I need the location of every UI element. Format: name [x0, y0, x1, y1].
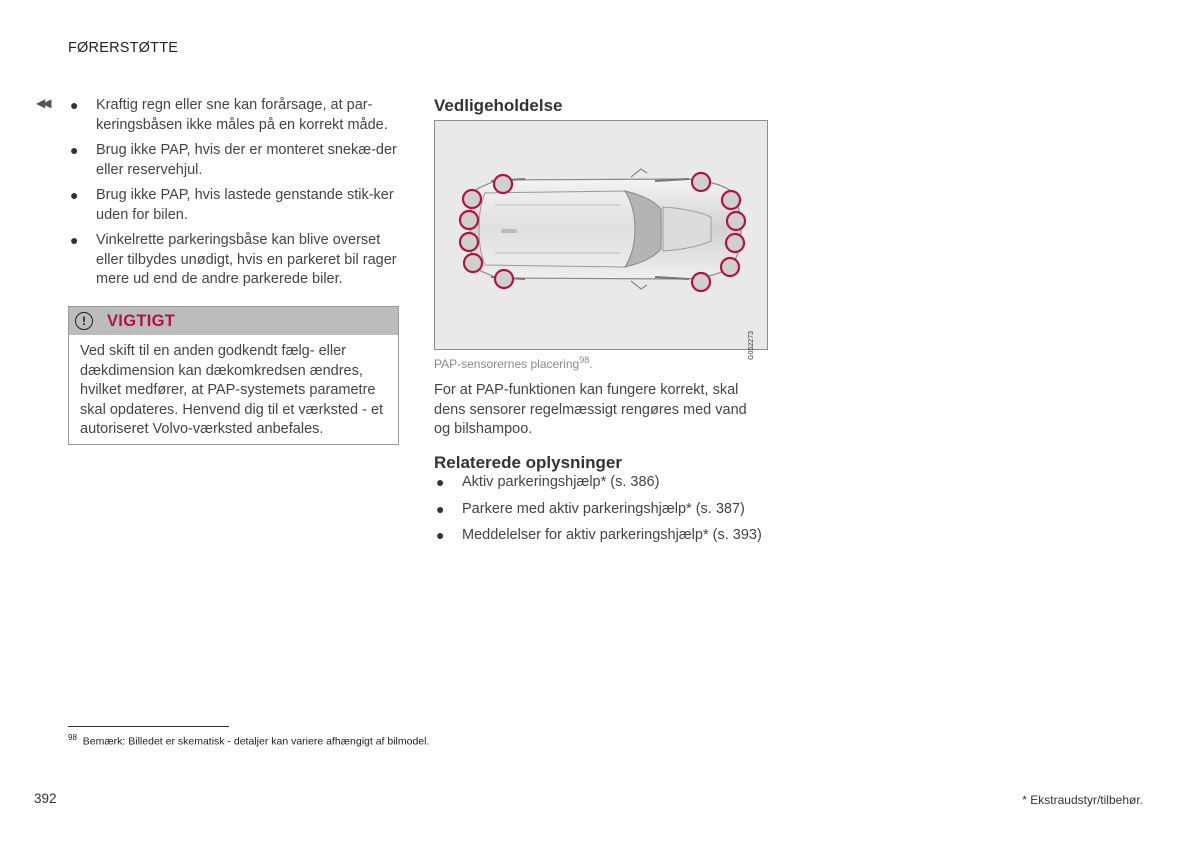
warning-text: Ved skift til en anden godkendt fælg- eller dækdimension kan dækomkredsen ændres, hvilket medfører, at PAP-systemets parametre skal opdateres. Henvend dig til et værksted - et autoriseret Volvo-værksted anbefales.: [80, 343, 384, 437]
list-item: [68, 231, 398, 290]
bullet-icon: ●: [70, 142, 79, 158]
list-item: [68, 186, 398, 225]
maintenance-heading: Vedligeholdelse: [434, 96, 563, 115]
warning-header: [69, 307, 398, 335]
related-list: [434, 473, 764, 553]
sensor-marker: [495, 270, 513, 288]
warning-icon: !: [75, 312, 93, 330]
related-link-text[interactable]: Aktiv parkeringshjælp* (s. 386): [462, 474, 660, 490]
bullet-icon: ●: [70, 187, 79, 203]
section-title: FØRERSTØTTE: [68, 40, 179, 56]
related-link[interactable]: [434, 473, 764, 493]
related-link-text[interactable]: Meddelelser for aktiv parkeringshjælp* (s. 393): [462, 527, 762, 543]
sensor-marker: [727, 212, 745, 230]
left-bullet-list: [68, 96, 398, 296]
list-item: [68, 96, 398, 135]
caption-text: PAP-sensorernes placering: [434, 357, 580, 371]
list-item: [68, 141, 398, 180]
bullet-icon: ●: [436, 500, 445, 517]
sensor-marker: [726, 234, 744, 252]
related-heading: Relaterede oplysninger: [434, 453, 623, 472]
sensor-marker: [722, 191, 740, 209]
warning-box: [68, 306, 399, 445]
footnote-text: Bemærk: Billedet er skematisk - detaljer kan variere afhængigt af bilmodel.: [82, 735, 430, 748]
maintenance-paragraph: For at PAP-funktionen kan fungere korrekt, skal dens sensorer regelmæssigt rengøres med vand og bilshampoo.: [434, 382, 747, 437]
footer-note: * Ekstraudstyr/tilbehør.: [1022, 793, 1143, 807]
figure-caption: PAP-sensorernes placering$^{98}$.: [434, 355, 593, 371]
sensor-marker: [721, 258, 739, 276]
footnote-number: 98: [68, 733, 77, 742]
warning-label: VIGTIGT: [107, 311, 176, 330]
sensor-marker: [692, 173, 710, 191]
related-link-text[interactable]: Parkere med aktiv parkeringshjælp* (s. 387): [462, 500, 745, 517]
sensor-marker: [463, 190, 481, 208]
list-item-text: Brug ikke PAP, hvis der er monteret snekæ-der eller reservehjul.: [96, 142, 397, 178]
sensor-marker: [460, 211, 478, 229]
sensor-marker: [692, 273, 710, 291]
car-top-view-illustration: [435, 121, 767, 349]
sensor-marker: [464, 254, 482, 272]
list-item-text: Brug ikke PAP, hvis lastede genstande stik-ker uden for bilen.: [96, 187, 394, 223]
bullet-icon: ●: [436, 527, 445, 543]
related-link[interactable]: [434, 526, 764, 546]
bullet-icon: ●: [436, 474, 445, 490]
sensor-marker: [494, 175, 512, 193]
caption-footnote-ref: 98: [579, 355, 590, 365]
footnote-divider: [68, 726, 229, 727]
figure-id: G052273: [748, 331, 755, 360]
footnote: [68, 733, 429, 748]
continued-arrows-icon: ◀◀: [36, 96, 49, 110]
list-item-text: Kraftig regn eller sne kan forårsage, at par-keringsbåsen ikke måles på en korrekt måde.: [96, 97, 388, 133]
sensor-marker: [460, 233, 478, 251]
related-link[interactable]: [434, 500, 764, 520]
bullet-icon: ●: [70, 97, 79, 113]
bullet-icon: ●: [70, 232, 79, 248]
page-number: 392: [34, 791, 57, 806]
list-item-text: Vinkelrette parkeringsbåse kan blive overset eller tilbydes unødigt, hvis en parkeret bil rager mere ud end de andre parkerede biler.: [96, 232, 397, 287]
